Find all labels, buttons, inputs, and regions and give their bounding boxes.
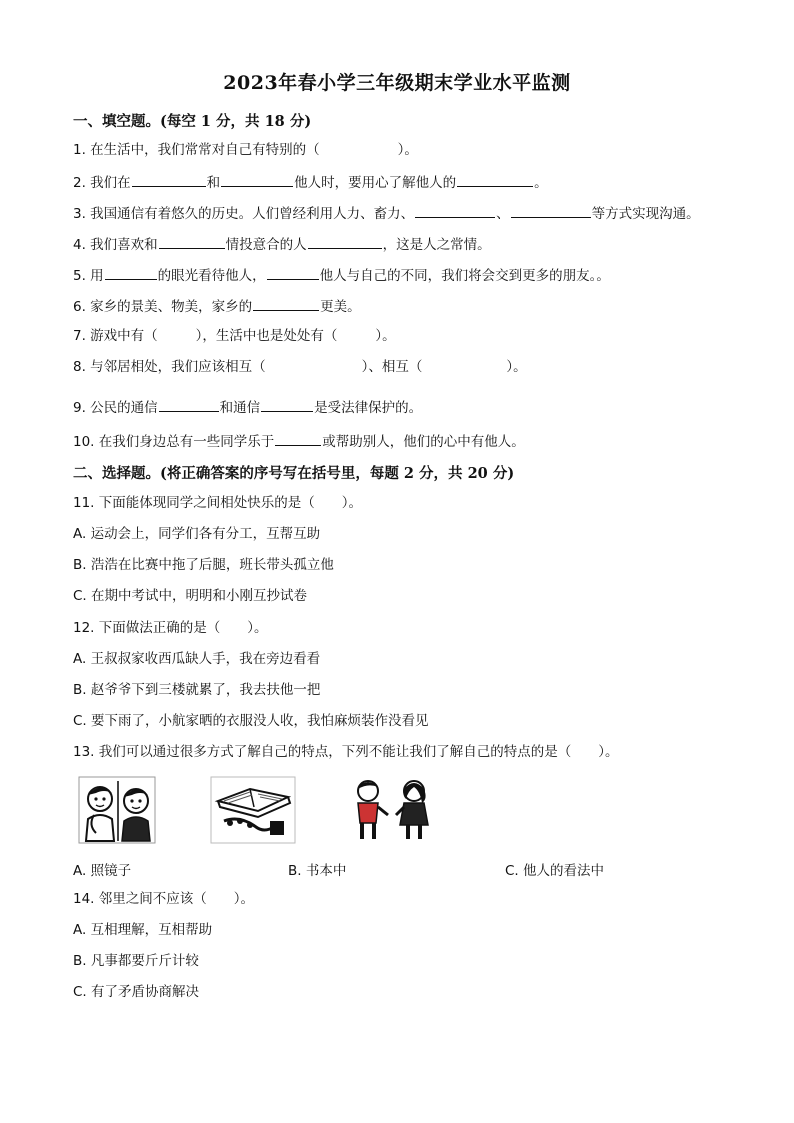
q8-text-b: ）、相互（ (361, 359, 423, 375)
question-1 (73, 141, 418, 159)
q11-stem: 11. 下面能体现同学之间相处快乐的是（ ）。 (73, 495, 363, 511)
section-fill-heading: 一、填空题。(每空 1 分，共 18 分) (73, 113, 312, 130)
q8-text-a: 8. 与邻居相处，我们应该相互（ (73, 359, 266, 375)
q2-text-b: 和 (206, 175, 221, 191)
q9-blank-1[interactable] (159, 397, 219, 412)
q2-text-c: 他人时，要用心了解他人的 (294, 175, 457, 191)
q9-blank-2[interactable] (261, 397, 313, 412)
q13-option-a[interactable]: A. 照镜子 (73, 863, 132, 879)
q10-blank-1[interactable] (275, 431, 321, 446)
q13-option-b[interactable]: B. 书本中 (288, 863, 347, 879)
q12-stem: 12. 下面做法正确的是（ ）。 (73, 620, 268, 636)
q10-text-b: 或帮助别人，他们的心中有他人。 (322, 434, 525, 450)
q3-blank-2[interactable] (511, 203, 591, 218)
q14-option-c[interactable]: C. 有了矛盾协商解决 (73, 984, 200, 1000)
q10-text-a: 10. 在我们身边总有一些同学乐于 (73, 434, 275, 450)
book-illustration (210, 775, 296, 845)
q2-text-d: 。 (534, 175, 548, 191)
q8-text-c: ）。 (506, 359, 527, 375)
children-talking-illustration (348, 775, 436, 845)
q11-option-b[interactable]: B. 浩浩在比赛中拖了后腿，班长带头孤立他 (73, 557, 334, 573)
q5-text-b: 的眼光看待他人， (157, 268, 266, 284)
page-title: 2023年春小学三年级期末学业水平监测 (223, 72, 571, 94)
q14-option-a[interactable]: A. 互相理解，互相帮助 (73, 922, 213, 938)
q9-text-c: 是受法律保护的。 (314, 400, 423, 416)
q3-blank-1[interactable] (415, 203, 495, 218)
question-8 (73, 358, 527, 376)
q4-text-b: 情投意合的人 (225, 237, 307, 253)
question-9 (73, 397, 422, 417)
q2-text-a: 2. 我们在 (73, 175, 131, 191)
q9-text-b: 和通信 (219, 400, 261, 416)
q13-stem: 13. 我们可以通过很多方式了解自己的特点，下列不能让我们了解自己的特点的是（ ）。 (73, 744, 619, 760)
q7-text-a: 7. 游戏中有（ (73, 328, 158, 344)
q13-option-c[interactable]: C. 他人的看法中 (505, 863, 605, 879)
question-5 (73, 265, 610, 285)
q5-blank-2[interactable] (267, 265, 319, 280)
question-3 (73, 203, 700, 223)
q14-stem: 14. 邻里之间不应该（ ）。 (73, 891, 255, 907)
q2-blank-1[interactable] (132, 172, 206, 187)
q11-option-c[interactable]: C. 在期中考试中，明明和小刚互抄试卷 (73, 588, 308, 604)
question-7 (73, 327, 396, 345)
q4-text-c: ，这是人之常情。 (382, 237, 491, 253)
q4-blank-1[interactable] (159, 234, 225, 249)
q1-text-b: ）。 (397, 142, 418, 158)
q2-blank-3[interactable] (457, 172, 533, 187)
question-10 (73, 431, 525, 451)
q12-option-b[interactable]: B. 赵爷爷下到三楼就累了，我去扶他一把 (73, 682, 321, 698)
question-2 (73, 172, 548, 192)
q6-text-a: 6. 家乡的景美、物美，家乡的 (73, 299, 253, 315)
question-4 (73, 234, 491, 254)
q7-text-b: ），生活中也是处处有（ (195, 328, 338, 344)
q14-option-b[interactable]: B. 凡事都要斤斤计较 (73, 953, 199, 969)
q3-text-a: 3. 我国通信有着悠久的历史。人们曾经利用人力、畜力、 (73, 206, 415, 222)
question-6 (73, 296, 361, 316)
q12-option-c[interactable]: C. 要下雨了，小航家晒的衣服没人收，我怕麻烦装作没看见 (73, 713, 429, 729)
q6-blank-1[interactable] (253, 296, 319, 311)
q4-blank-2[interactable] (308, 234, 382, 249)
q12-option-a[interactable]: A. 王叔叔家收西瓜缺人手，我在旁边看看 (73, 651, 321, 667)
q9-text-a: 9. 公民的通信 (73, 400, 158, 416)
q5-text-a: 5. 用 (73, 268, 104, 284)
q1-text-a: 1. 在生活中，我们常常对自己有特别的（ (73, 142, 320, 158)
q4-text-a: 4. 我们喜欢和 (73, 237, 158, 253)
q2-blank-2[interactable] (221, 172, 293, 187)
mirror-illustration (78, 775, 158, 845)
q5-blank-1[interactable] (105, 265, 157, 280)
q11-option-a[interactable]: A. 运动会上，同学们各有分工，互帮互助 (73, 526, 321, 542)
q5-text-c: 他人与自己的不同，我们将会交到更多的朋友。。 (319, 268, 610, 284)
q3-text-c: 等方式实现沟通。 (591, 206, 700, 222)
section-choice-heading: 二、选择题。(将正确答案的序号写在括号里，每题 2 分，共 20 分) (73, 465, 515, 482)
q7-text-c: ）。 (375, 328, 396, 344)
q6-text-b: 更美。 (320, 299, 361, 315)
q3-text-b: 、 (496, 206, 510, 222)
